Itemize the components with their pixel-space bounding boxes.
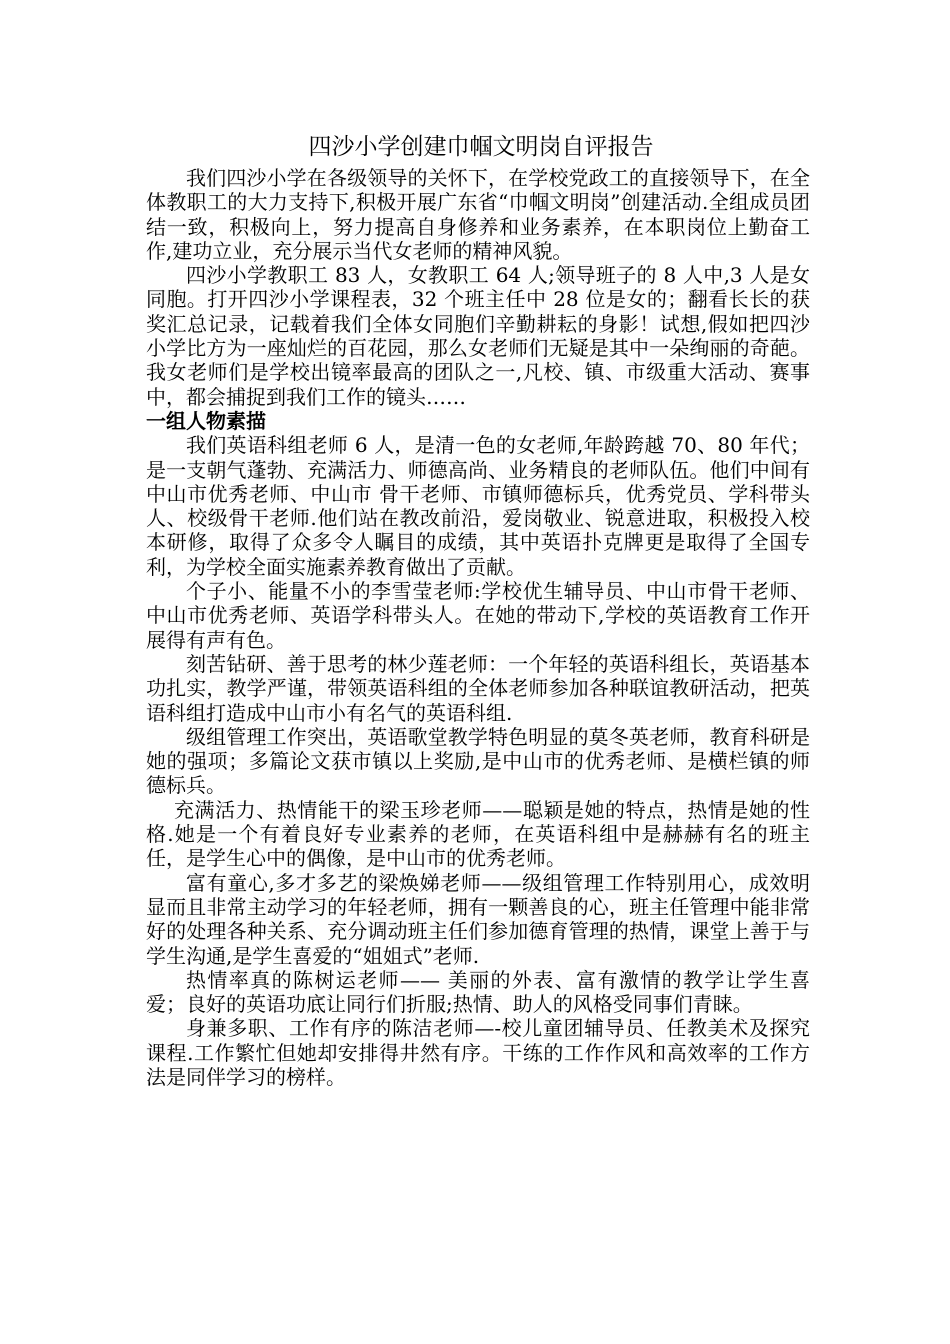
- section-paragraph-8: 身兼多职、工作有序的陈洁老师—-校儿童团辅导员、任教美术及探究课程.工作繁忙但她却安排得井然有序。干练的工作作风和高效率的工作方法是同伴学习的榜样。: [146, 1016, 810, 1089]
- section-paragraph-4: 级组管理工作突出，英语歌堂教学特色明显的莫冬英老师，教育科研是她的强项；多篇论文获市镇以上奖励,是中山市的优秀老师、是横栏镇的师德标兵。: [146, 724, 810, 798]
- section-paragraph-6: 富有童心,多才多艺的梁焕娣老师——级组管理工作特别用心，成效明显而且非常主动学习的年轻老师，拥有一颗善良的心，班主任管理中能非常好的处理各种关系、充分调动班主任们参加德育管理的热情，课堂上善于与学生沟通,是学生喜爱的“姐姐式”老师.: [146, 870, 810, 968]
- section-heading: 一组人物素描: [146, 408, 266, 433]
- section-paragraph-5: 充满活力、热情能干的梁玉珍老师——聪颖是她的特点，热情是她的性格.她是一个有着良好专业素养的老师，在英语科组中是赫赫有名的班主任，是学生心中的偶像，是中山市的优秀老师。: [146, 797, 810, 871]
- intro-paragraph-2: 四沙小学教职工 83 人，女教职工 64 人;领导班子的 8 人中,3 人是女同胞。打开四沙小学课程表，32 个班主任中 28 位是女的；翻看长长的获奖汇总记录，记载着我们全体女同胞们辛勤耕耘的身影！试想,假如把四沙小学比方为一座灿烂的百花园，那么女老师们无疑是其中一朵绚丽的奇葩。我女老师们是学校出镜率最高的团队之一,凡校、镇、市级重大活动、赛事中，都会捕捉到我们工作的镜头……: [146, 263, 810, 409]
- document-page: [146, 132, 810, 1089]
- section-paragraph-7: 热情率真的陈树运老师—— 美丽的外表、富有激情的教学让学生喜爱；良好的英语功底让同行们折服;热情、助人的风格受同事们青睐。: [146, 967, 810, 1017]
- section-paragraph-3: 刻苦钻研、善于思考的林少莲老师：一个年轻的英语科组长，英语基本功扎实，教学严谨，带领英语科组的全体老师参加各种联谊教研活动，把英语科组打造成中山市小有名气的英语科组.: [146, 651, 810, 725]
- section-paragraph-2: 个子小、能量不小的李雪莹老师:学校优生辅导员、中山市骨干老师、中山市优秀老师、英语学科带头人。在她的带动下,学校的英语教育工作开展得有声有色。: [146, 579, 810, 652]
- intro-paragraph-1: 我们四沙小学在各级领导的关怀下，在学校党政工的直接领导下，在全体教职工的大力支持下,积极开展广东省“巾帼文明岗”创建活动.全组成员团结一致，积极向上，努力提高自身修养和业务素养，在本职岗位上勤奋工作,建功立业，充分展示当代女老师的精神风貌。: [146, 166, 810, 263]
- document-title: 四沙小学创建巾帼文明岗自评报告: [308, 134, 654, 160]
- section-paragraph-1: 我们英语科组老师 6 人，是清一色的女老师,年龄跨越 70、80 年代；是一支朝气蓬勃、充满活力、师德高尚、业务精良的老师队伍。他们中间有中山市优秀老师、中山市 骨干老师、市镇师德标兵，优秀党员、学科带头人、校级骨干老师.他们站在教改前沿，爱岗敬业、锐意进取，积极投入校本研修，取得了众多令人瞩目的成绩，其中英语扑克牌更是取得了全国专利，为学校全面实施素养教育做出了贡献。: [146, 433, 810, 579]
